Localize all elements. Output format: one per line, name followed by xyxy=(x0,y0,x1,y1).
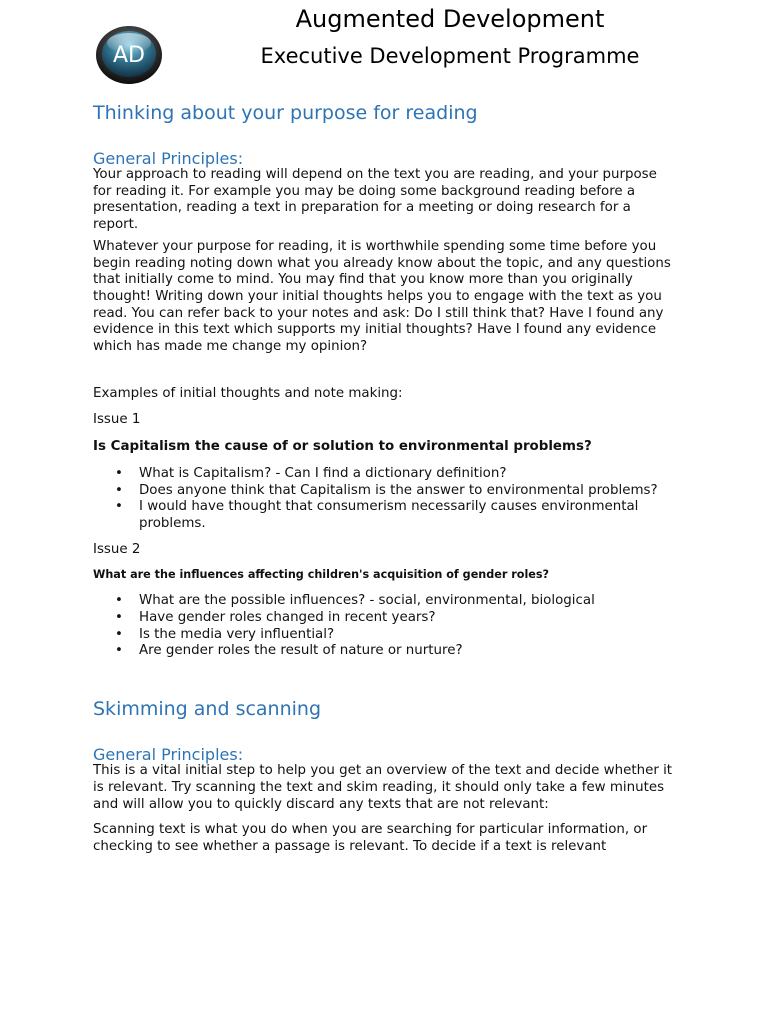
list-item: • What is Capitalism? - Can I find a dictionary definition? xyxy=(139,466,678,483)
list-item: • I would have thought that consumerism necessarily causes environmental problems. xyxy=(139,499,678,532)
list-item: • What are the possible influences? - social, environmental, biological xyxy=(139,593,678,610)
paragraph: Scanning text is what you do when you are searching for particular information, or checking to see whether a passage is relevant. To decide if a text is relevant xyxy=(93,822,648,854)
paragraph: This is a vital initial step to help you get an overview of the text and decide whether it is relevant. Try scanning the text and skim reading, it should only take a few minutes and will allow you to quickly discard any texts that are not relevant: xyxy=(93,763,673,812)
ad-logo-icon xyxy=(95,23,163,85)
header-title: Augmented Development xyxy=(295,5,605,33)
issue-question: Is Capitalism the cause of or solution to environmental problems? xyxy=(93,439,592,455)
paragraph: Whatever your purpose for reading, it is worthwhile spending some time before you begin reading noting down what you already know about the topic, and any questions that initially come to mind. You may find that you know more than you originally thought! Writing down your initial thoughts helps you to engage with the text as you read. You can refer back to your notes and ask: Do I still think that? Have I found any evidence in this text which supports my initial thoughts? Have I found any evidence which has made me change my opinion? xyxy=(93,238,671,355)
list-item: • Is the media very influential? xyxy=(139,627,678,644)
bullet-list xyxy=(93,593,678,660)
bullet-list xyxy=(93,466,678,533)
section-heading-purpose: Thinking about your purpose for reading xyxy=(93,102,478,124)
section-heading-skimming: Skimming and scanning xyxy=(93,698,322,721)
header-subtitle: Executive Development Programme xyxy=(260,44,640,68)
document-content xyxy=(93,100,678,856)
paragraph: Your approach to reading will depend on the text you are reading, and your purpose for reading it. For example you may be doing some background reading before a presentation, reading a text in preparation for a meeting or doing research for a report. xyxy=(93,167,657,233)
list-item: • Have gender roles changed in recent years? xyxy=(139,610,678,627)
issue-label: Issue 1 xyxy=(93,412,141,428)
list-item: • Does anyone think that Capitalism is the answer to environmental problems? xyxy=(139,483,678,500)
list-item: • Are gender roles the result of nature or nurture? xyxy=(139,643,678,660)
general-principles-heading: General Principles: xyxy=(93,149,244,168)
issue-question: What are the influences affecting children's acquisition of gender roles? xyxy=(93,568,550,582)
logo-text: AD xyxy=(113,43,145,68)
issue-label: Issue 2 xyxy=(93,541,141,557)
examples-intro: Examples of initial thoughts and note making: xyxy=(93,385,403,401)
general-principles-heading: General Principles: xyxy=(93,745,244,765)
